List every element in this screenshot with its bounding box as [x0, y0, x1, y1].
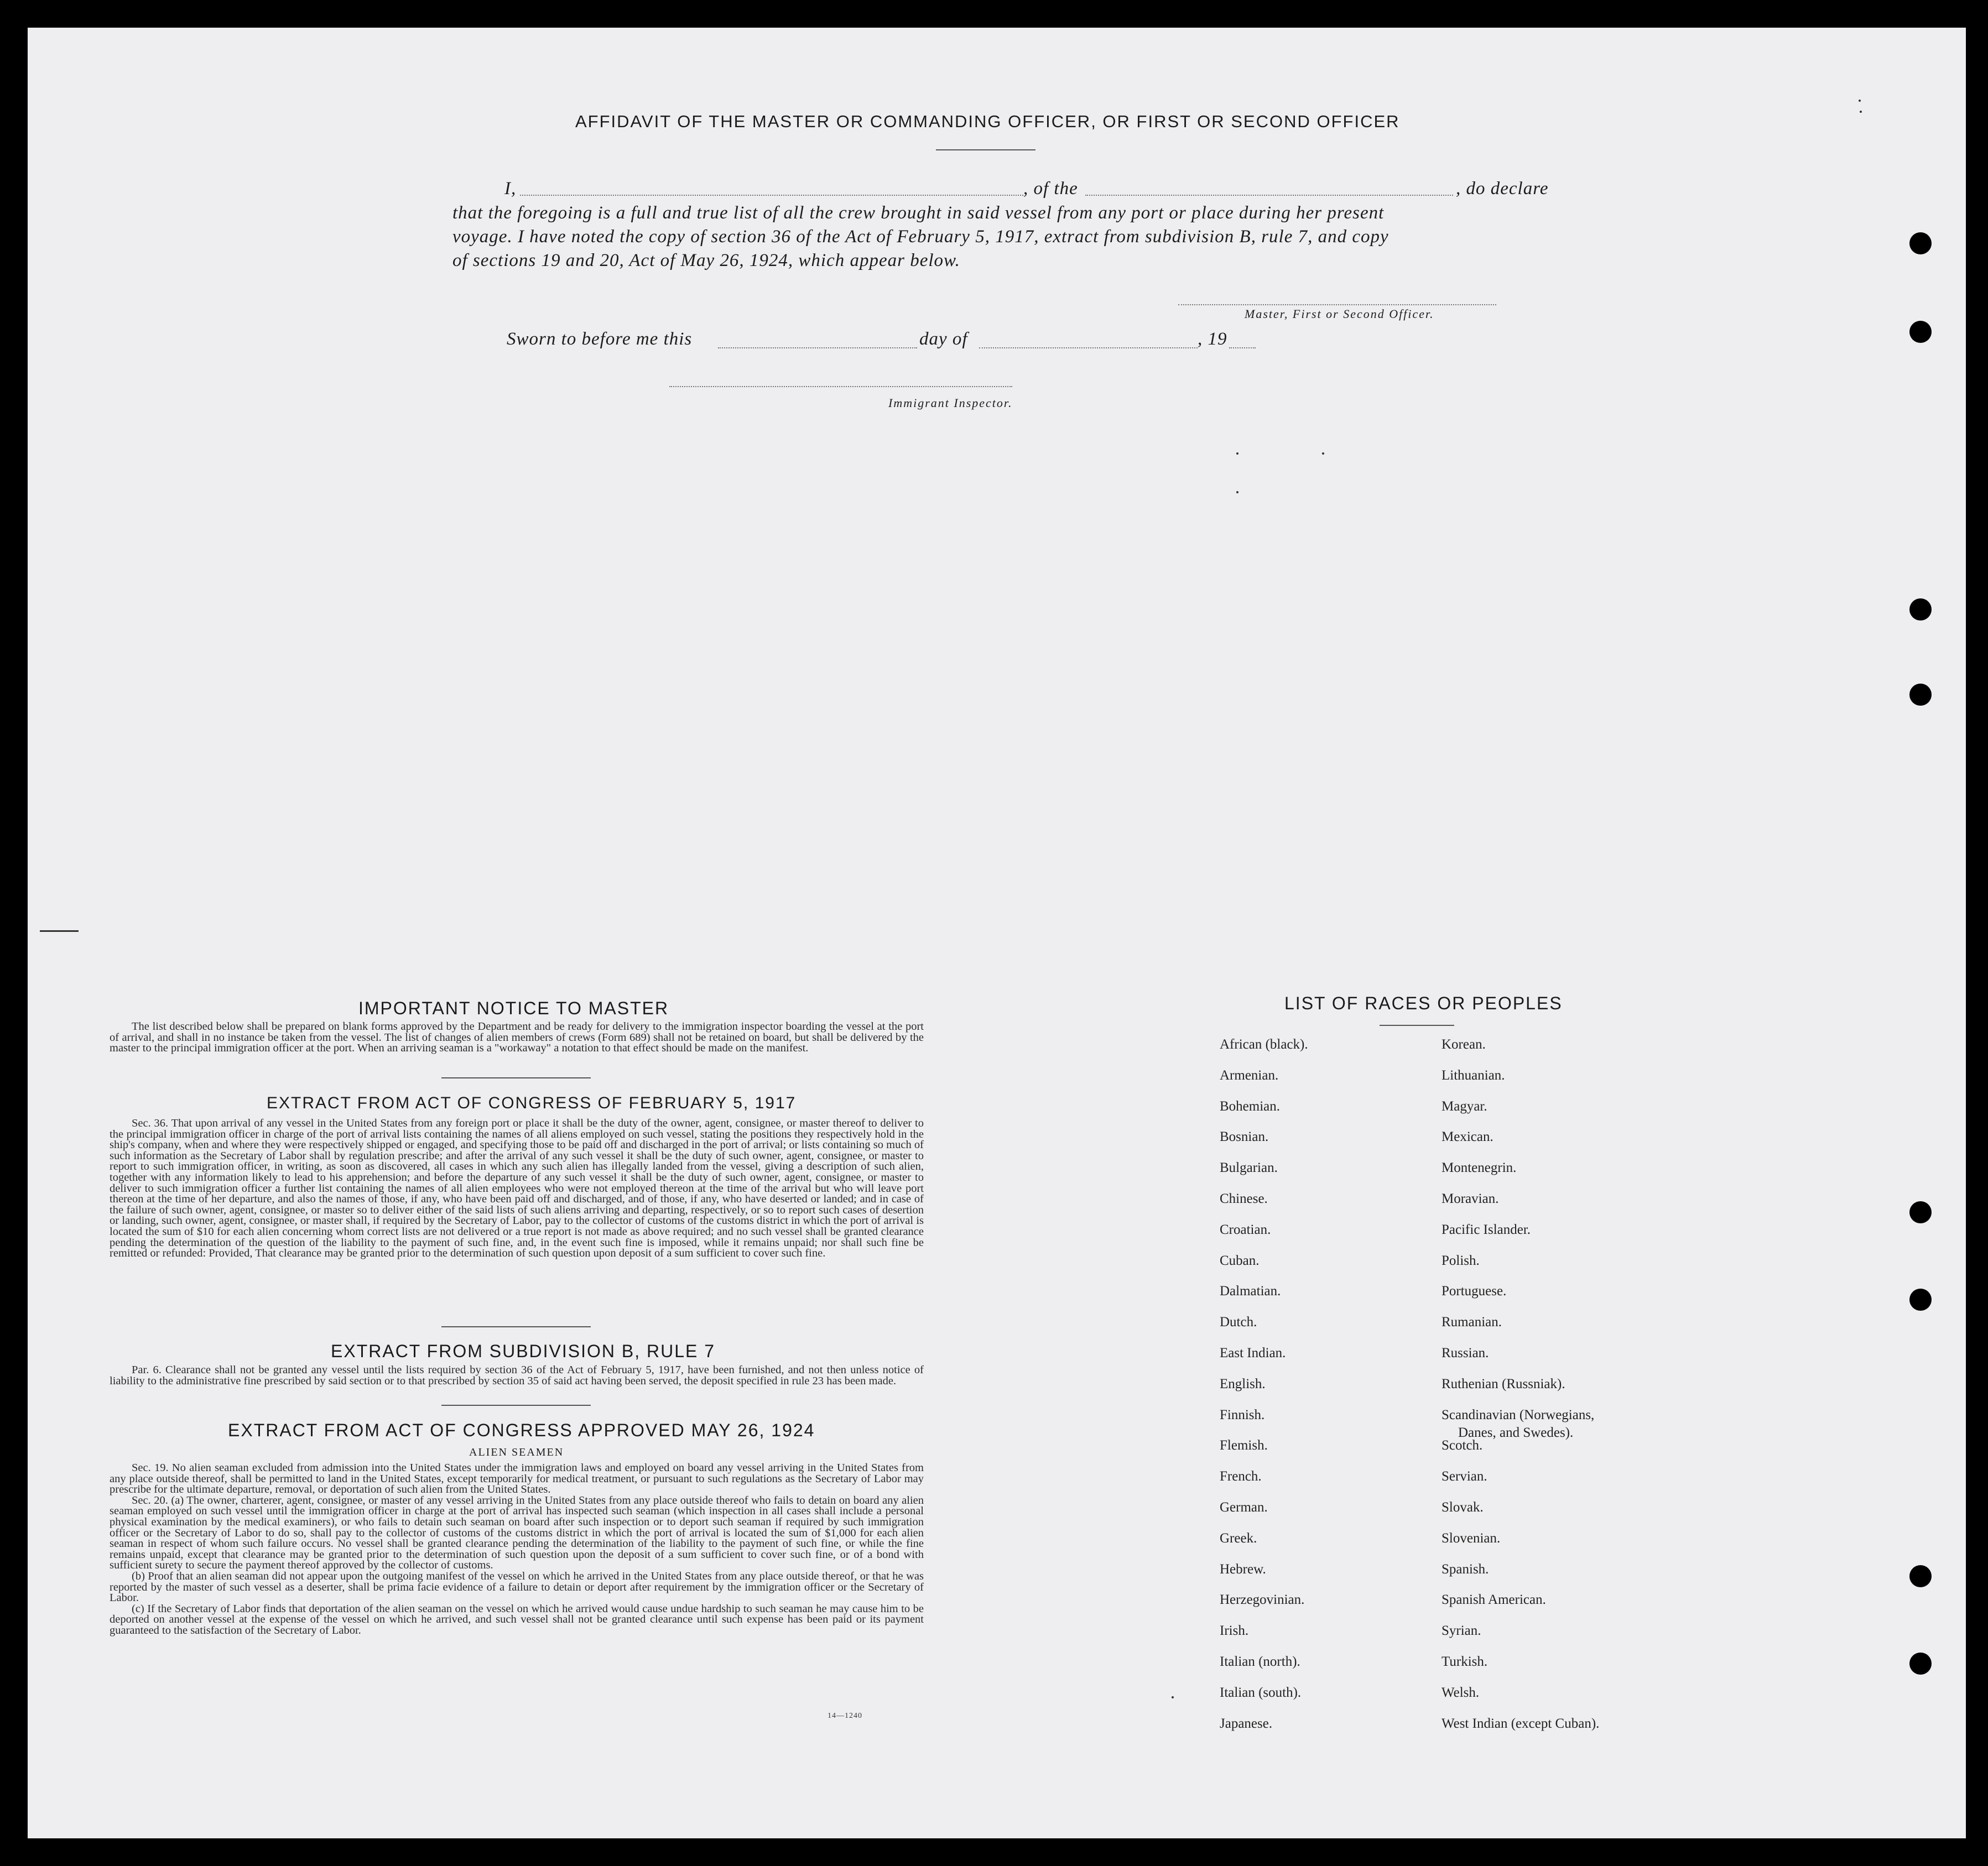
race-item: East Indian. — [1220, 1346, 1286, 1361]
affidavit-title: AFFIDAVIT OF THE MASTER OR COMMANDING OFFICER, OR FIRST OR SECOND OFFICER — [575, 112, 1400, 131]
race-item: Ruthenian (Russniak). — [1441, 1376, 1565, 1391]
extract-rule7-rule — [441, 1405, 591, 1406]
extract-rule7-title: EXTRACT FROM SUBDIVISION B, RULE 7 — [331, 1341, 716, 1361]
race-item: Dalmatian. — [1220, 1284, 1281, 1299]
race-item: Montenegrin. — [1441, 1160, 1517, 1176]
punch-hole — [1909, 1201, 1932, 1223]
race-item: Magyar. — [1441, 1098, 1487, 1114]
race-item: Servian. — [1441, 1469, 1487, 1484]
races-title: LIST OF RACES OR PEOPLES — [1284, 993, 1563, 1013]
extract-1917-title: EXTRACT FROM ACT OF CONGRESS OF FEBRUARY 5, 1917 — [267, 1094, 797, 1112]
sworn-start: Sworn to before me this — [507, 329, 693, 349]
race-item: Bulgarian. — [1220, 1160, 1278, 1176]
extract-rule7-text: Par. 6. Clearance shall not be granted any vessel until the lists required by section 36 of the Act of February 5, 1917, have been furnished, and not then unless notice of liability to the administrative fine prescribed by said section or to that prescribed by section 35 of said act having been served, the deposit specified in rule 23 has been made. — [110, 1364, 924, 1387]
race-item: Hebrew. — [1220, 1561, 1266, 1577]
race-item: Polish. — [1441, 1253, 1480, 1268]
race-item: African (black). — [1220, 1037, 1308, 1052]
sworn-month-field[interactable] — [979, 347, 1198, 348]
inspector-signature-line[interactable] — [669, 386, 1012, 387]
race-item: Greek. — [1220, 1530, 1257, 1546]
race-item: Lithuanian. — [1441, 1067, 1505, 1083]
race-item: Croatian. — [1220, 1222, 1271, 1237]
race-item: Chinese. — [1220, 1191, 1268, 1206]
affidavit-line3: voyage. I have noted the copy of section 36 of the Act of February 5, 1917, extract from subdivision B, rule 7, and copy — [452, 227, 1389, 247]
race-item: Irish. — [1220, 1623, 1249, 1639]
race-item: Moravian. — [1441, 1191, 1499, 1206]
sworn-day-field[interactable] — [718, 347, 917, 348]
punch-hole — [1909, 684, 1932, 706]
notice-title: IMPORTANT NOTICE TO MASTER — [358, 998, 669, 1018]
race-item: Slovak. — [1441, 1500, 1484, 1515]
race-item: Mexican. — [1441, 1129, 1493, 1145]
punch-hole — [1909, 1289, 1932, 1311]
officer-name-field[interactable] — [520, 195, 1023, 196]
race-item: Italian (south). — [1220, 1685, 1302, 1700]
scan-speck — [1859, 100, 1861, 102]
race-item: Italian (north). — [1220, 1654, 1300, 1669]
extract-1924-text: Sec. 19. No alien seaman excluded from admission into the United States under the immigration laws and employed on board any vessel arriving in the United States from any place outside thereof, shall be permitted to land in the United States, except temporarily for medical treatment, or pursuant to such regulations as the Secretary of Labor may prescribe for the ultimate departure, removal, or deportation of such alien from the United States. Sec. 20. (a) The owner, charterer, agent, consignee, or master of any vessel arriving in the United States from any place outside thereof who fails to detain on board any alien seaman employed on such vessel until the immigration officer in charge at the port of arrival has inspected such seaman (which inspection in all cases shall include a personal physical examination by the medical examiners), or who fails to detain such seaman on board after such inspection or to deport such seaman if required by such immigration officer or the Secretary of Labor to do so, shall pay to the collector of customs of the customs district in which the port of arrival is located the sum of $1,000 for each alien seaman in respect of whom such failure occurs. No vessel shall be granted clearance pending the determination of the liability to the payment of such fine, or while the fine remains unpaid, except that clearance may be granted prior to the determination of such question upon the deposit of a sum sufficient to cover such fine, or of a bond with sufficient surety to secure the payment thereof approved by the collector of customs. (b) Proof that an alien seaman did not appear upon the outgoing manifest of the vessel on which he arrived in the United States from any place outside thereof, or that he was reported by the master of such vessel as a deserter, shall be prima facie evidence of a failure to detain or deport after requirement by the immigration officer or the Secretary of Labor. (c) If the Secretary of Labor finds that deportation of the alien seaman on the vessel on which he arrived would cause undue hardship to such seaman he may cause him to be deported on another vessel at the expense of the vessel on which he arrived, and such vessel shall not be granted clearance until such expense has been paid or its payment guaranteed to the satisfaction of the Secretary of Labor. — [110, 1462, 924, 1636]
race-item: Armenian. — [1220, 1067, 1279, 1083]
form-number: 14—1240 — [828, 1712, 862, 1720]
race-item: Russian. — [1441, 1346, 1489, 1361]
race-item: Pacific Islander. — [1441, 1222, 1531, 1237]
master-signature-label: Master, First or Second Officer. — [1245, 307, 1434, 321]
master-signature-line[interactable] — [1178, 304, 1496, 305]
race-item: German. — [1220, 1500, 1268, 1515]
race-item: English. — [1220, 1376, 1266, 1391]
races-title-rule — [1380, 1025, 1454, 1026]
affidavit-line4: of sections 19 and 20, Act of May 26, 1924, which appear below. — [452, 251, 960, 270]
extract-1917-text: Sec. 36. That upon arrival of any vessel in the United States from any foreign port or place it shall be the duty of the owner, agent, consignee, or master thereof to deliver to the principal immigration officer in charge of the port of arrival lists containing the names of all aliens employed on such vessel, stating the positions they respectively hold in the ship's company, when and where they were respectively shipped or engaged, and specifying those to be paid off and discharged in the port of arrival; or lists containing so much of such information as the Secretary of Labor shall by regulation prescribe; and after the arrival of any such vessel it shall be the duty of such owner, agent, consignee, or master to report to such immigration officer, in writing, as soon as discovered, all cases in which any such alien has illegally landed from the vessel, giving a description of such alien, together with any information likely to lead to his apprehension; and before the departure of any such vessel it shall be the duty of such owner, agent, consignee, or master to deliver to such immigration officer a further list containing the names of all alien employees who were not employed thereon at the time of the arrival but who will leave port thereon at the time of her departure, and also the names of those, if any, who have been paid off and discharged, and of those, if any, who have deserted or landed; and in case of the failure of such owner, agent, consignee, or master so to deliver either of the said lists of such aliens arriving and departing, respectively, or so to report such cases of desertion or landing, such owner, agent, consignee, or master shall, if required by the Secretary of Labor, pay to the collector of customs of the customs district in which the port of arrival is located the sum of $10 for each alien concerning whom correct lists are not delivered or a true report is not made as above required; and no such vessel shall be granted clearance pending the determination of the question of the liability to the payment of such fine, and, in the event such fine is imposed, while it remains unpaid; nor shall such fine be remitted or refunded: Provided, That clearance may be granted prior to the determination of such question upon deposit of a sum sufficient to cover such fine. — [110, 1117, 924, 1260]
notice-text: The list described below shall be prepared on blank forms approved by the Department and be ready for delivery to the immigration inspector boarding the vessel at the port of arrival, and shall in no instance be taken from the vessel. The list of changes of alien members of crews (Form 689) shall not be retained on board, but shall be delivered by the master to the principal immigration officer at the port. When an arriving seaman is a "workaway" a notation to that effect should be made on the manifest. — [110, 1020, 924, 1055]
sworn-day-of: day of — [919, 329, 968, 349]
race-item: Herzegovinian. — [1220, 1592, 1305, 1608]
affidavit-line1-start: I, — [504, 179, 517, 199]
race-item: Japanese. — [1220, 1716, 1273, 1731]
race-item: Syrian. — [1441, 1623, 1481, 1639]
scan-speck — [1236, 491, 1238, 493]
race-item: Finnish. — [1220, 1407, 1265, 1422]
scan-speck — [1236, 452, 1238, 455]
race-item: Bosnian. — [1220, 1129, 1269, 1145]
notice-rule — [441, 1077, 591, 1078]
scan-mark — [40, 930, 79, 932]
race-item: Korean. — [1441, 1037, 1486, 1052]
race-item: Portuguese. — [1441, 1284, 1507, 1299]
affidavit-title-rule — [936, 149, 1035, 150]
punch-hole — [1909, 1565, 1932, 1587]
extract-1924-title: EXTRACT FROM ACT OF CONGRESS APPROVED MAY 26, 1924 — [228, 1420, 815, 1440]
race-item: Rumanian. — [1441, 1315, 1502, 1330]
extract-1924-subtitle: ALIEN SEAMEN — [469, 1446, 564, 1458]
race-item: Turkish. — [1441, 1654, 1488, 1669]
race-item: Scandinavian (Norwegians, — [1441, 1407, 1595, 1422]
race-item: Dutch. — [1220, 1315, 1257, 1330]
affidavit-line2: that the foregoing is a full and true list of all the crew brought in said vessel from any port or place during her present — [452, 203, 1385, 223]
punch-hole — [1909, 598, 1932, 621]
sworn-year: , 19 — [1198, 329, 1227, 349]
affidavit-line1-of: , of the — [1023, 179, 1078, 199]
race-item: Welsh. — [1441, 1685, 1480, 1700]
vessel-name-field[interactable] — [1085, 195, 1453, 196]
race-item: West Indian (except Cuban). — [1441, 1716, 1600, 1731]
race-item: Spanish. — [1441, 1561, 1489, 1577]
race-item-scandinavian-continued: Danes, and Swedes). — [1458, 1425, 1574, 1440]
scan-speck — [1172, 1696, 1174, 1698]
race-item: Spanish American. — [1441, 1592, 1546, 1608]
race-item: Scotch. — [1441, 1438, 1483, 1453]
punch-hole — [1909, 232, 1932, 254]
scan-speck — [1322, 452, 1324, 455]
race-item: Flemish. — [1220, 1438, 1268, 1453]
race-item: Cuban. — [1220, 1253, 1260, 1268]
affidavit-line1-end: , do declare — [1456, 179, 1549, 199]
race-item: Bohemian. — [1220, 1098, 1281, 1114]
punch-hole — [1909, 321, 1932, 343]
inspector-label: Immigrant Inspector. — [888, 396, 1013, 410]
race-item: Slovenian. — [1441, 1530, 1501, 1546]
punch-hole — [1909, 1653, 1932, 1675]
sworn-year-field[interactable] — [1229, 347, 1256, 348]
extract-1917-rule — [441, 1326, 591, 1327]
race-item: French. — [1220, 1469, 1262, 1484]
form-sheet — [28, 28, 1966, 1838]
scan-speck — [1860, 111, 1862, 113]
